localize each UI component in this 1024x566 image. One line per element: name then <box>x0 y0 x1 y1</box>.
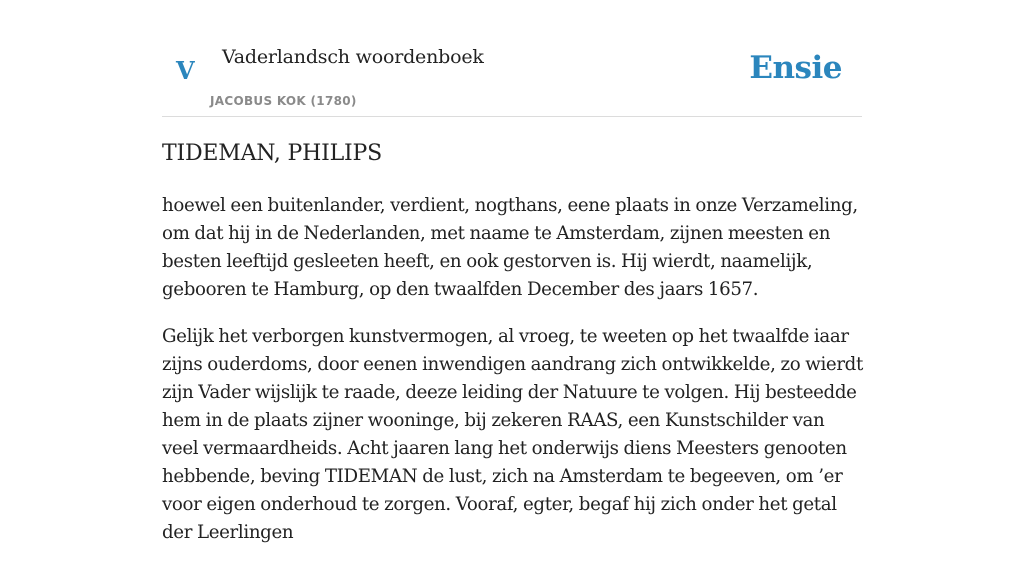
entry-content <box>162 192 864 566</box>
book-letter-badge[interactable]: V <box>176 56 195 85</box>
ensie-logo[interactable]: Ensie <box>749 50 842 86</box>
book-author: JACOBUS KOK (1780) <box>210 94 357 108</box>
entry-title: TIDEMAN, PHILIPS <box>162 141 382 166</box>
book-title[interactable]: Vaderlandsch woordenboek <box>222 46 484 68</box>
header <box>162 0 862 117</box>
entry-paragraph: hoewel een buitenlander, verdient, nogthans, eene plaats in onze Verzameling, om dat hij in de Nederlanden, met naame te Amsterdam, zijnen meesten en besten leeftijd gesleeten heeft, en ook gestorven is. Hij wierdt, naamelijk, gebooren te Hamburg, op den twaalfden December des jaars 1657. <box>162 195 858 300</box>
entry-paragraph: Gelijk het verborgen kunstvermogen, al vroeg, te weeten op het twaalfde iaar zijns ouderdoms, door eenen inwendigen aandrang zich ontwikkelde, zo wierdt zijn Vader wijslijk te raade, deeze leiding der Natuure te volgen. Hij besteedde hem in de plaats zijner wooninge, bij zekeren RAAS, een Kunstschilder van veel vermaardheids. Acht jaaren lang het onderwijs diens Meesters genooten hebbende, beving TIDEMAN de lust, zich na Amsterdam te begeeven, om ’er voor eigen onderhoud te zorgen. Vooraf, egter, begaf hij zich onder het getal der Leerlingen <box>162 326 863 543</box>
